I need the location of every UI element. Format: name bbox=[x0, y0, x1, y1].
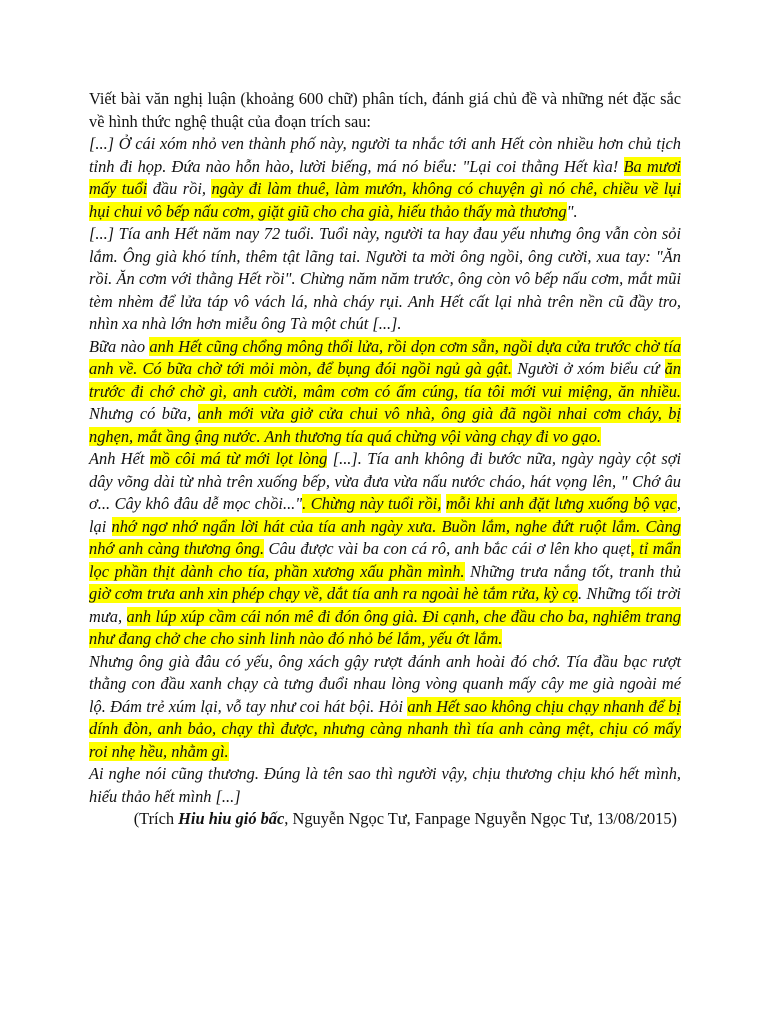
highlighted-text: anh Hết sao không chịu chạy nhanh để bị dính đòn, anh bảo, chạy thì được, nhưng càng nhanh thì tía anh càng mệt, chịu có mấy roi nhẹ hều, nhằm gì. bbox=[89, 696, 681, 761]
highlighted-text: . Chừng này tuổi rồi, bbox=[302, 494, 442, 513]
assignment-prompt: Viết bài văn nghị luận (khoảng 600 chữ) phân tích, đánh giá chủ đề và những nét đặc sắc về hình thức nghệ thuật của đoạn trích sau: bbox=[89, 89, 681, 131]
citation-title: Hiu hiu gió bấc bbox=[178, 809, 285, 828]
excerpt-paragraph bbox=[89, 763, 681, 808]
text-run: Nhưng ông già đâu có yếu, ông xách gậy rượt đánh anh hoài đó chớ. Tía đầu bạc rượt thằng con đầu xanh chạy cà tưng đuổi nhau lòng vòng quanh mấy cây me già ngoài mé lộ. Đám trẻ xúm lại, vỗ tay như coi hát bội. Hỏi bbox=[89, 651, 681, 716]
text-run: đầu rồi, bbox=[147, 179, 212, 198]
excerpt-paragraph bbox=[89, 336, 681, 449]
highlighted-text: ngày đi làm thuê, làm mướn, không có chuyện gì nó chê, chiều về lụi hụi chui vô bếp nấu cơm, giặt giũ cho cha già, hiếu thảo thấy mà thương bbox=[89, 179, 681, 221]
text-run: ". bbox=[566, 201, 578, 221]
excerpt-paragraph bbox=[89, 133, 681, 223]
highlighted-text: giờ cơm trưa anh xin phép chạy về, dắt tía anh ra ngoài hè tắm rửa, kỳ cọ bbox=[89, 584, 578, 603]
excerpt-paragraph bbox=[89, 223, 681, 336]
literary-excerpt bbox=[89, 133, 681, 808]
highlighted-text: , tỉ mẩn lọc phần thịt dành cho tía, phần xương xấu phần mình. bbox=[89, 539, 681, 581]
text-run: [...] Ở cái xóm nhỏ ven thành phố này, người ta nhắc tới anh Hết còn nhiều hơn chủ tịch tỉnh đi họp. Đứa nào hỗn hào, lười biếng, má nó biểu: "Lại coi thằng Hết kìa! bbox=[89, 134, 681, 176]
text-run: [...] Tía anh Hết năm nay 72 tuổi. Tuổi này, người ta hay đau yếu nhưng ông vẫn còn sỏi lắm. Ông già khó tính, thêm tật lãng tai. Người ta mời ông ngồi, ông cười, xua tay: "Ăn rồi. Ăn cơm với thằng Hết rồi". Chừng năm năm trước, ông còn vô bếp nấu cơm, mắt mũi tèm nhèm để lửa táp vô vách lá, nhà cháy rụi. Anh Hết cất lại nhà trên nền cũ đầy tro, nhìn xa nhà lớn hơn miễu ông Tà một chút [...]. bbox=[89, 224, 681, 333]
text-run: Anh Hết bbox=[89, 449, 150, 468]
source-citation bbox=[89, 808, 681, 831]
text-run: . Những tối trời mưa, bbox=[89, 584, 681, 626]
citation-prefix: (Trích bbox=[133, 809, 179, 828]
text-run: [...]. Tía anh không đi bước nữa, ngày ngày cột sợi dây võng dài từ nhà trên xuống bếp, vừa đưa vừa nấu nước cháo, hát vọng lên, " Chớ âu ơ... Cây khô đâu dễ mọc chồi..." bbox=[89, 449, 681, 513]
excerpt-paragraph bbox=[89, 448, 681, 651]
highlighted-text: anh Hết cũng chổng mông thổi lửa, rồi dọn cơm sẵn, ngồi dựa cửa trước chờ tía anh về. Có bữa chờ tới mỏi mòn, để bụng đói ngồi ngủ gà gật. bbox=[89, 336, 681, 378]
text-run: Người ở xóm biểu cứ bbox=[511, 359, 665, 378]
citation-suffix: , Nguyễn Ngọc Tư, Fanpage Nguyễn Ngọc Tư, 13/08/2015) bbox=[284, 809, 677, 828]
highlighted-text: mỗi khi anh đặt lưng xuống bộ vạc bbox=[445, 494, 677, 513]
text-run: Nhưng có bữa, bbox=[89, 404, 198, 423]
document-body bbox=[89, 88, 681, 831]
text-run: Những trưa nắng tốt, tranh thủ bbox=[464, 561, 681, 581]
highlighted-text: anh mới vừa giở cửa chui vô nhà, ông già đã ngồi nhai cơm cháy, bị nghẹn, mắt ầng ậng nước. Anh thương tía quá chừng vội vàng chạy đi vo gạo. bbox=[89, 404, 681, 446]
highlighted-text: mồ côi má từ mới lọt lòng bbox=[149, 449, 328, 468]
highlighted-text: anh lúp xúp cầm cái nón mê đi đón ông già. Đi cạnh, che đầu cho ba, nghiêm trang như đang chở che cho sinh linh nào đó nhỏ bé lắm, yếu ớt lắm. bbox=[89, 606, 681, 648]
text-run: Ai nghe nói cũng thương. Đúng là tên sao thì người vậy, chịu thương chịu khó hết mình, hiếu thảo hết mình [...] bbox=[89, 764, 681, 806]
text-run: Bữa nào bbox=[89, 336, 150, 356]
highlighted-text: ăn trước đi chớ chờ gì, anh cười, mâm cơm có ấm cúng, tía tôi mới vui miệng, ăn nhiều. bbox=[89, 359, 681, 401]
excerpt-paragraph bbox=[89, 651, 681, 764]
highlighted-text: nhớ ngơ nhớ ngẩn lời hát của tía anh ngày xưa. Buồn lắm, nghe đứt ruột lắm. Càng nhớ anh càng thương ông. bbox=[89, 516, 681, 558]
text-run: , lại bbox=[89, 494, 681, 536]
highlighted-text: Ba mươi mấy tuổi bbox=[89, 156, 681, 198]
text-run: Câu được vài ba con cá rô, anh bắc cái ơ lên kho quẹt bbox=[264, 539, 631, 558]
